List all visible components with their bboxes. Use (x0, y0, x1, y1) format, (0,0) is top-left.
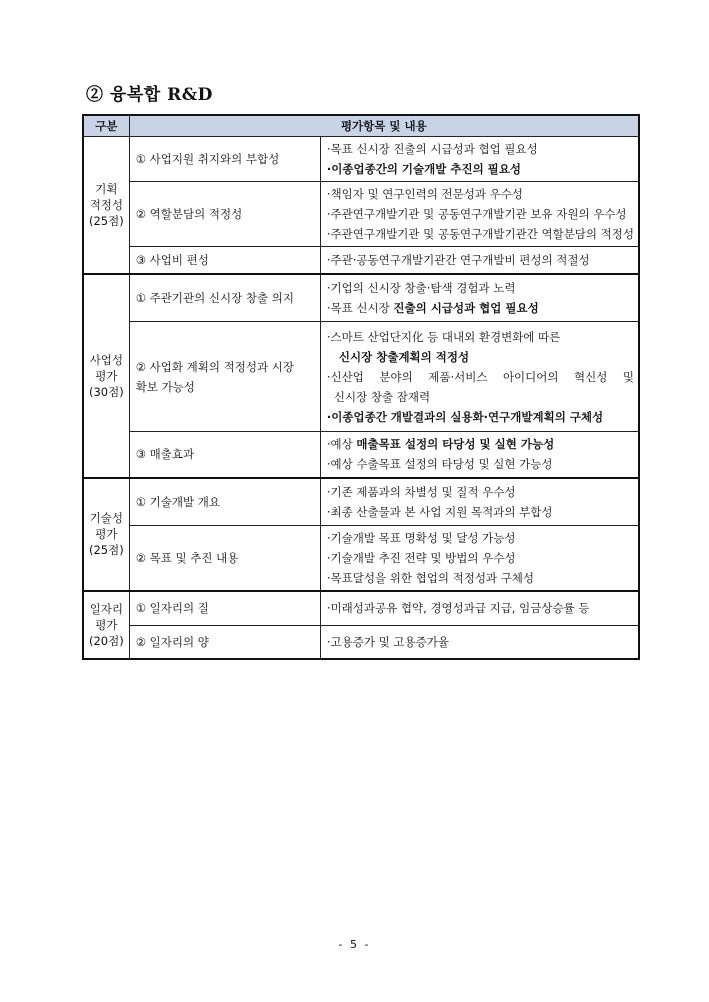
table-row (83, 274, 639, 322)
description-line: ·주관연구개발기관 및 공동연구개발기관 보유 자원의 우수성 (326, 207, 627, 221)
description-line: ·예상 수출목표 설정의 타당성 및 실현 가능성 (326, 457, 553, 472)
description-emphasis: 매출목표 설정의 타당성 및 실현 가능성 (356, 437, 555, 452)
description-line: ·주관·공동연구개발기관간 연구개발비 편성의 적절성 (326, 252, 590, 267)
page-number: - 5 - (338, 938, 371, 951)
description-line: ·기술개발 추진 전략 및 방법의 우수성 (326, 551, 516, 565)
item-cell (129, 182, 320, 247)
table-body (83, 137, 639, 660)
description-word: 분야의 (379, 369, 413, 384)
item-label: ③ 매출효과 (135, 447, 195, 462)
description-cell (320, 274, 639, 322)
item-cell (129, 137, 320, 182)
table-row (83, 625, 639, 659)
description-word: 제품·서비스 (428, 369, 488, 384)
item-label: ① 사업지원 취지와의 부합성 (135, 152, 280, 166)
item-cell (129, 247, 320, 274)
description-line: ·미래성과공유 협약, 경영성과급 지급, 임금상승률 등 (326, 601, 590, 616)
description-line: ·목표 신시장 진출의 시급성과 협업 필요성 (326, 142, 538, 156)
description-word: 혁신성 (574, 369, 608, 384)
category-label: 평가 (95, 618, 118, 632)
description-cell (320, 137, 639, 182)
category-label: 평가 (95, 527, 118, 542)
item-cell (129, 274, 320, 322)
description-word: ·신산업 (326, 369, 364, 384)
description-line: ·기업의 신시장 창출·탐색 경험과 노력 (326, 280, 516, 295)
description-line: ·목표달성을 위한 협업의 적정성과 구체성 (326, 571, 535, 585)
description-line (327, 298, 634, 318)
item-label: ② 일자리의 양 (135, 634, 209, 649)
description-line: ·책임자 및 연구인력의 전문성과 우수성 (326, 187, 523, 201)
table-row (83, 137, 639, 182)
item-label: ① 기술개발 개요 (135, 494, 220, 509)
description-cell (320, 247, 639, 274)
table-row (83, 247, 639, 274)
category-cell (83, 478, 129, 592)
item-label: ② 목표 및 추진 내용 (135, 551, 239, 565)
description-line: ·기술개발 목표 명확성 및 달성 가능성 (326, 531, 516, 545)
description-line: ·기존 제품과의 차별성 및 질적 우수성 (326, 484, 516, 499)
description-line: ·이종업종간의 기술개발 추진의 필요성 (326, 162, 522, 176)
category-cell (83, 274, 129, 478)
category-label: (25점) (88, 213, 124, 228)
item-cell (129, 625, 320, 659)
table-row (83, 322, 639, 432)
item-cell (129, 591, 320, 625)
description-line: ·주관연구개발기관 및 공동연구개발기관간 역할분담의 적정성 (326, 227, 634, 241)
description-cell (320, 322, 639, 432)
header-items: 평가항목 및 내용 (129, 115, 639, 137)
description-word: 아이디어의 (502, 369, 559, 384)
item-label: ③ 사업비 편성 (135, 252, 209, 267)
category-label: 평가 (95, 368, 118, 383)
item-cell (129, 526, 320, 592)
table-row (83, 591, 639, 625)
description-line: 신시장 창출 잠재력 (333, 389, 431, 404)
description-cell (320, 182, 639, 247)
evaluation-table (82, 114, 640, 660)
item-cell (129, 432, 320, 478)
table-header-row (83, 115, 639, 137)
table-row (83, 182, 639, 247)
description-cell (320, 526, 639, 592)
category-label: (20점) (88, 634, 124, 648)
description-cell (320, 478, 639, 526)
description-cell (320, 591, 639, 625)
description-word: 및 (622, 369, 634, 384)
description-line: ·스마트 산업단지化 등 대내외 환경변화에 따른 (326, 329, 561, 344)
description-cell (320, 432, 639, 478)
category-label: 일자리 (89, 602, 124, 616)
description-emphasis: 진출의 시급성과 협업 필요성 (393, 300, 539, 315)
description-line: ·고용증가 및 고용증가율 (326, 634, 449, 649)
description-line (327, 367, 634, 387)
description-text: ·예상 (326, 437, 357, 452)
item-cell (129, 478, 320, 526)
category-label: 적정성 (89, 197, 124, 212)
description-line: 신시장 창출계획의 적정성 (338, 349, 470, 364)
description-line: ·이종업종간 개발결과의 실용화·연구개발계획의 구체성 (326, 409, 604, 424)
item-label: ② 사업화 계획의 적정성과 시장 확보 가능성 (135, 359, 294, 394)
table-row (83, 478, 639, 526)
category-label: (30점) (88, 384, 124, 399)
category-label: 기술성 (89, 511, 124, 526)
table-row (83, 526, 639, 592)
item-label: ① 주관기관의 신시장 창출 의지 (135, 290, 294, 305)
item-label: ① 일자리의 질 (135, 601, 209, 616)
category-label: 사업성 (89, 352, 124, 367)
description-text: ·목표 신시장 (326, 300, 394, 315)
category-cell (83, 137, 129, 274)
description-cell (320, 625, 639, 659)
table-row (83, 432, 639, 478)
category-cell (83, 591, 129, 659)
category-label: 기획 (95, 181, 118, 196)
description-line (327, 434, 634, 454)
item-cell (129, 322, 320, 432)
header-category: 구분 (83, 115, 129, 137)
item-label: ② 역할분담의 적정성 (135, 207, 243, 221)
category-label: (25점) (88, 543, 124, 558)
section-heading: ② 융복합 R&D (86, 85, 213, 105)
description-line: ·최종 산출물과 본 사업 지원 목적과의 부합성 (326, 504, 553, 519)
